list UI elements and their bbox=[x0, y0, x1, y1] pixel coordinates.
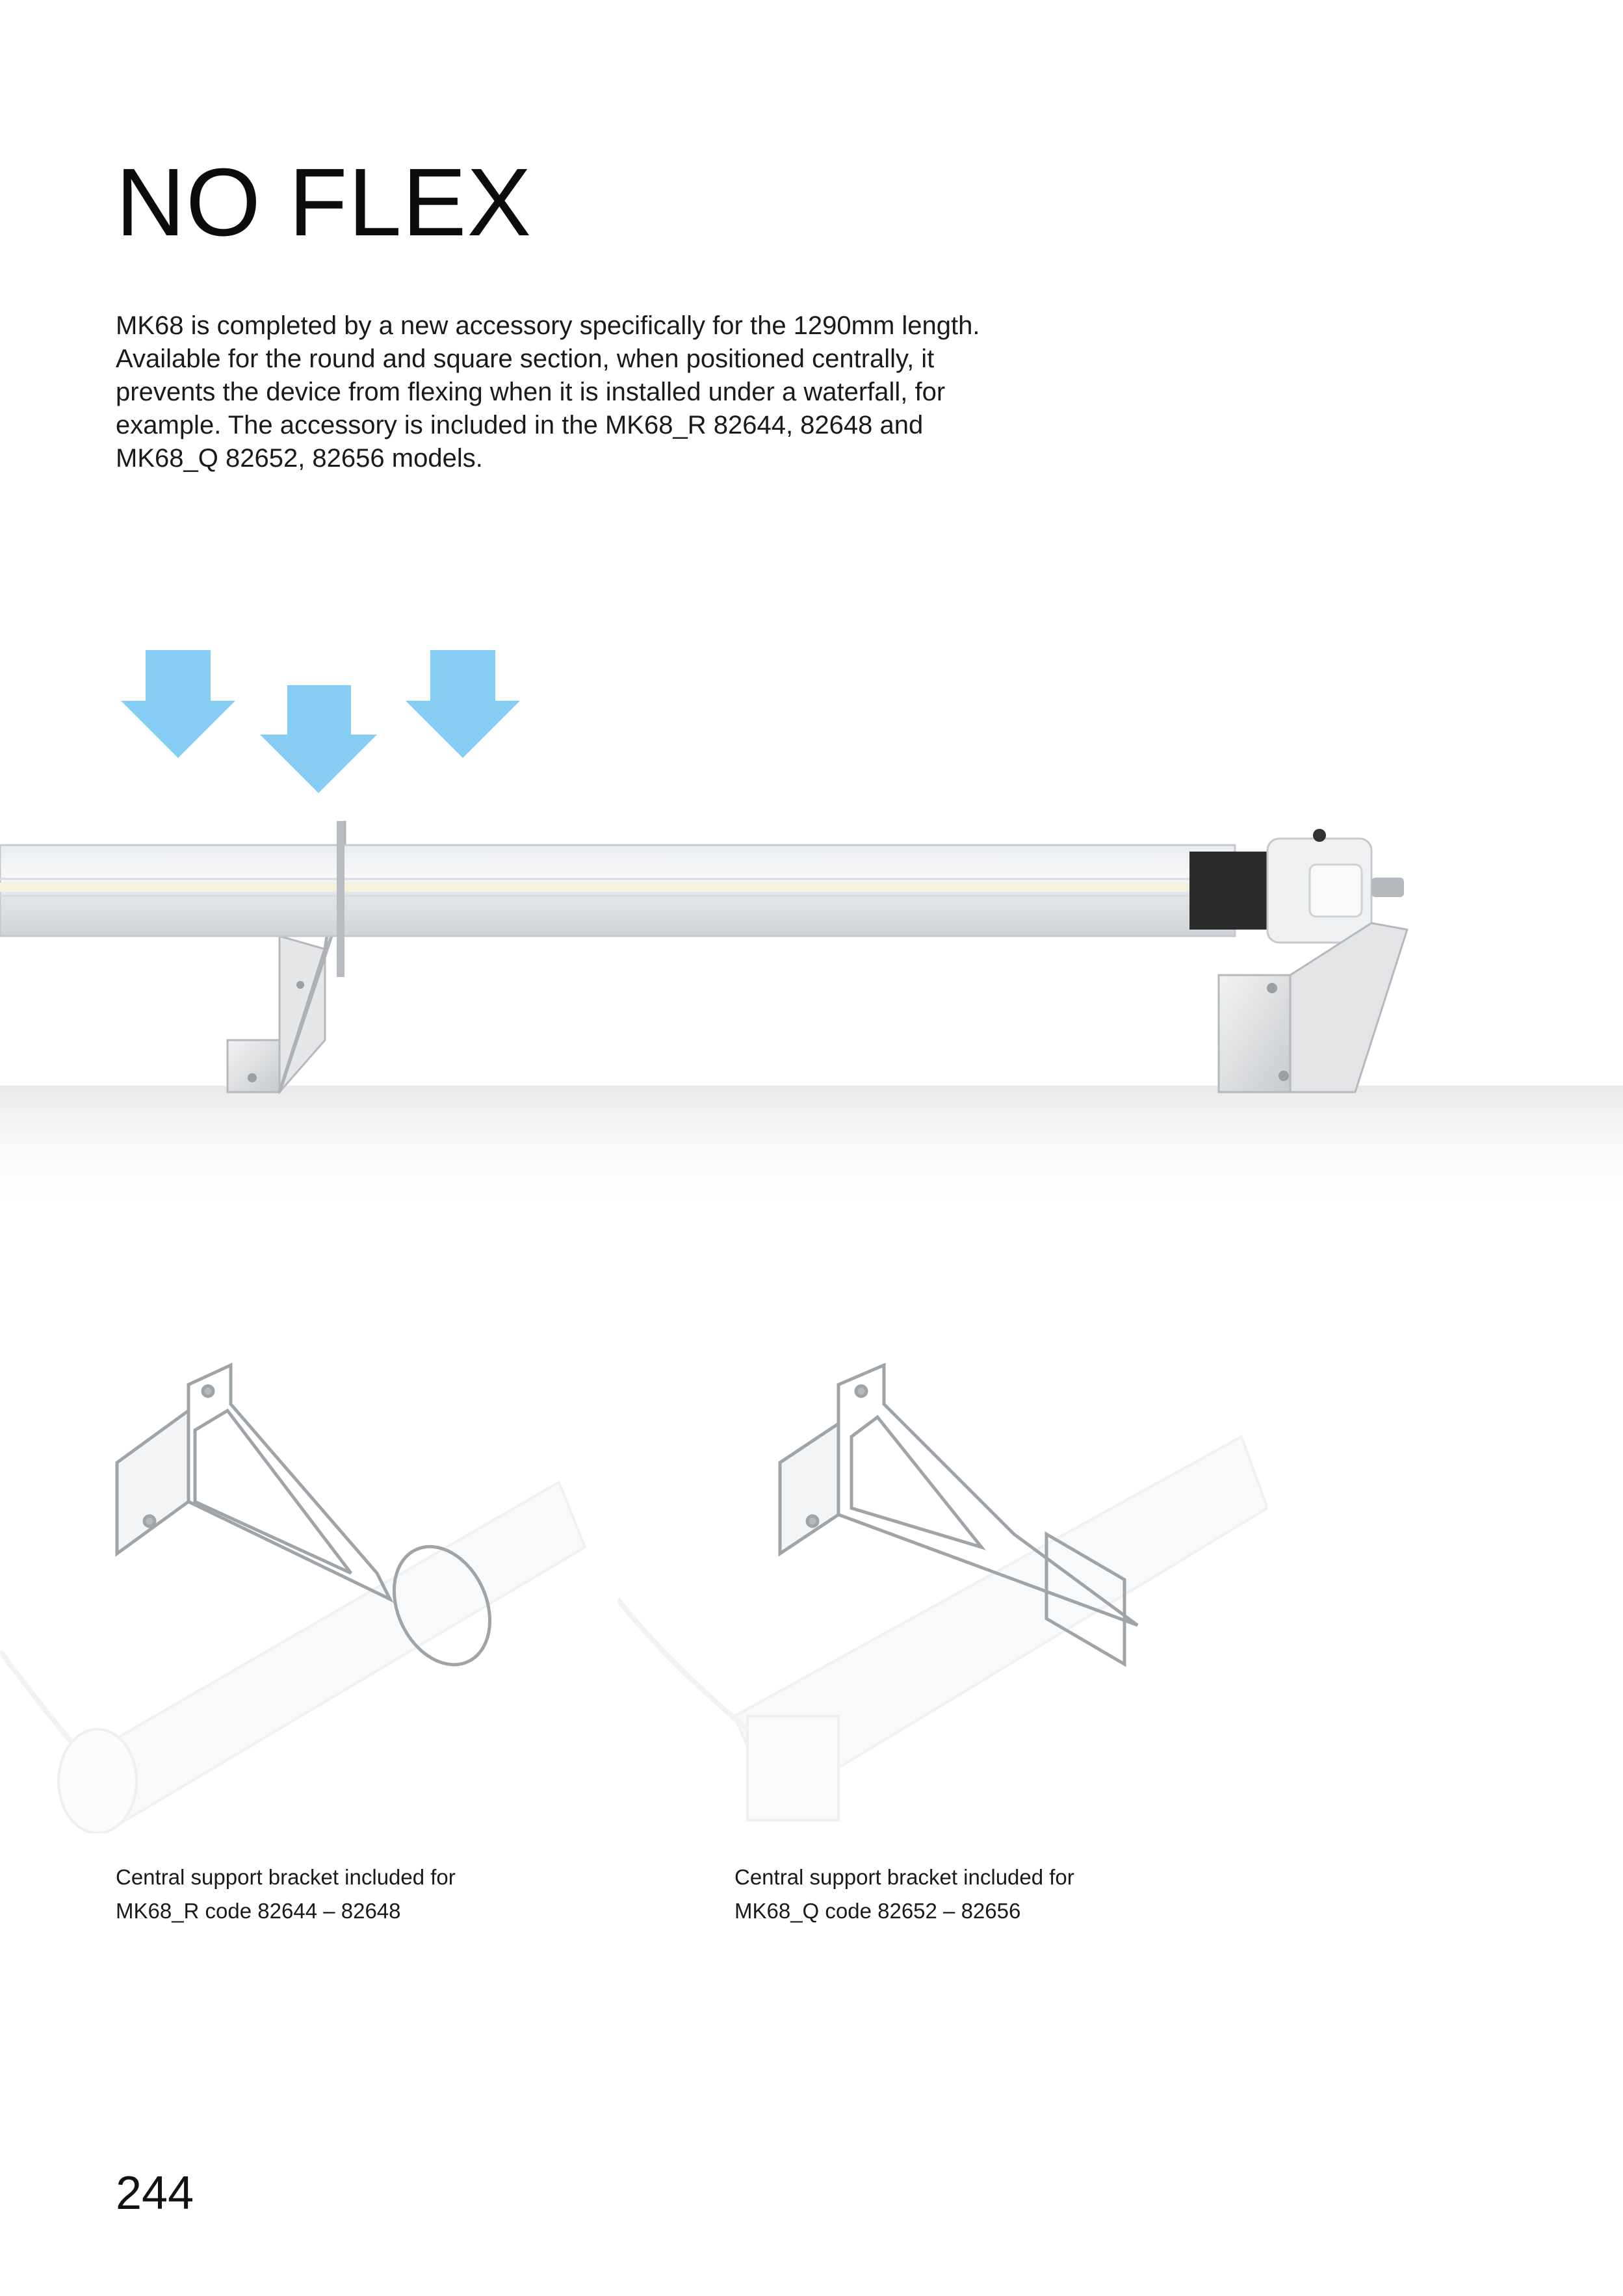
led-strip bbox=[0, 883, 1202, 892]
screw bbox=[1279, 1071, 1289, 1081]
down-arrow-icon bbox=[406, 650, 520, 758]
intro-line: MK68 is completed by a new accessory specifically for the 1290mm length. bbox=[116, 311, 980, 340]
hero-product-image bbox=[0, 637, 1623, 1274]
down-arrow-icon bbox=[121, 650, 235, 758]
right-bracket bbox=[1219, 923, 1407, 1092]
round-bracket-detail-image bbox=[0, 1313, 650, 1833]
down-arrow-icon bbox=[260, 685, 377, 793]
faded-tube bbox=[617, 1437, 1267, 1820]
square-bracket-detail-image bbox=[617, 1313, 1267, 1833]
caption-square-bracket bbox=[734, 1860, 1074, 1928]
caption-line: Central support bracket included for bbox=[116, 1865, 456, 1889]
central-bracket-plate bbox=[337, 821, 344, 977]
intro-line: MK68_Q 82652, 82656 models. bbox=[116, 444, 483, 473]
floor-shadow bbox=[0, 1086, 1623, 1216]
intro-line: prevents the device from flexing when it is installed under a waterfall, for bbox=[116, 378, 946, 406]
caption-round-bracket bbox=[116, 1860, 456, 1928]
intro-line: example. The accessory is included in the MK68_R 82644, 82648 and bbox=[116, 411, 924, 439]
page-title: NO FLEX bbox=[116, 149, 532, 256]
caption-line: Central support bracket included for bbox=[734, 1865, 1074, 1889]
caption-line: MK68_R code 82644 – 82648 bbox=[116, 1899, 401, 1923]
screw bbox=[296, 981, 304, 989]
intro-line: Available for the round and square section, when positioned centrally, it bbox=[116, 345, 935, 373]
caption-line: MK68_Q code 82652 – 82656 bbox=[734, 1899, 1021, 1923]
page-number: 244 bbox=[116, 2167, 194, 2219]
screw bbox=[248, 1073, 257, 1082]
intro-paragraph bbox=[116, 309, 1065, 475]
screw bbox=[1267, 983, 1277, 993]
